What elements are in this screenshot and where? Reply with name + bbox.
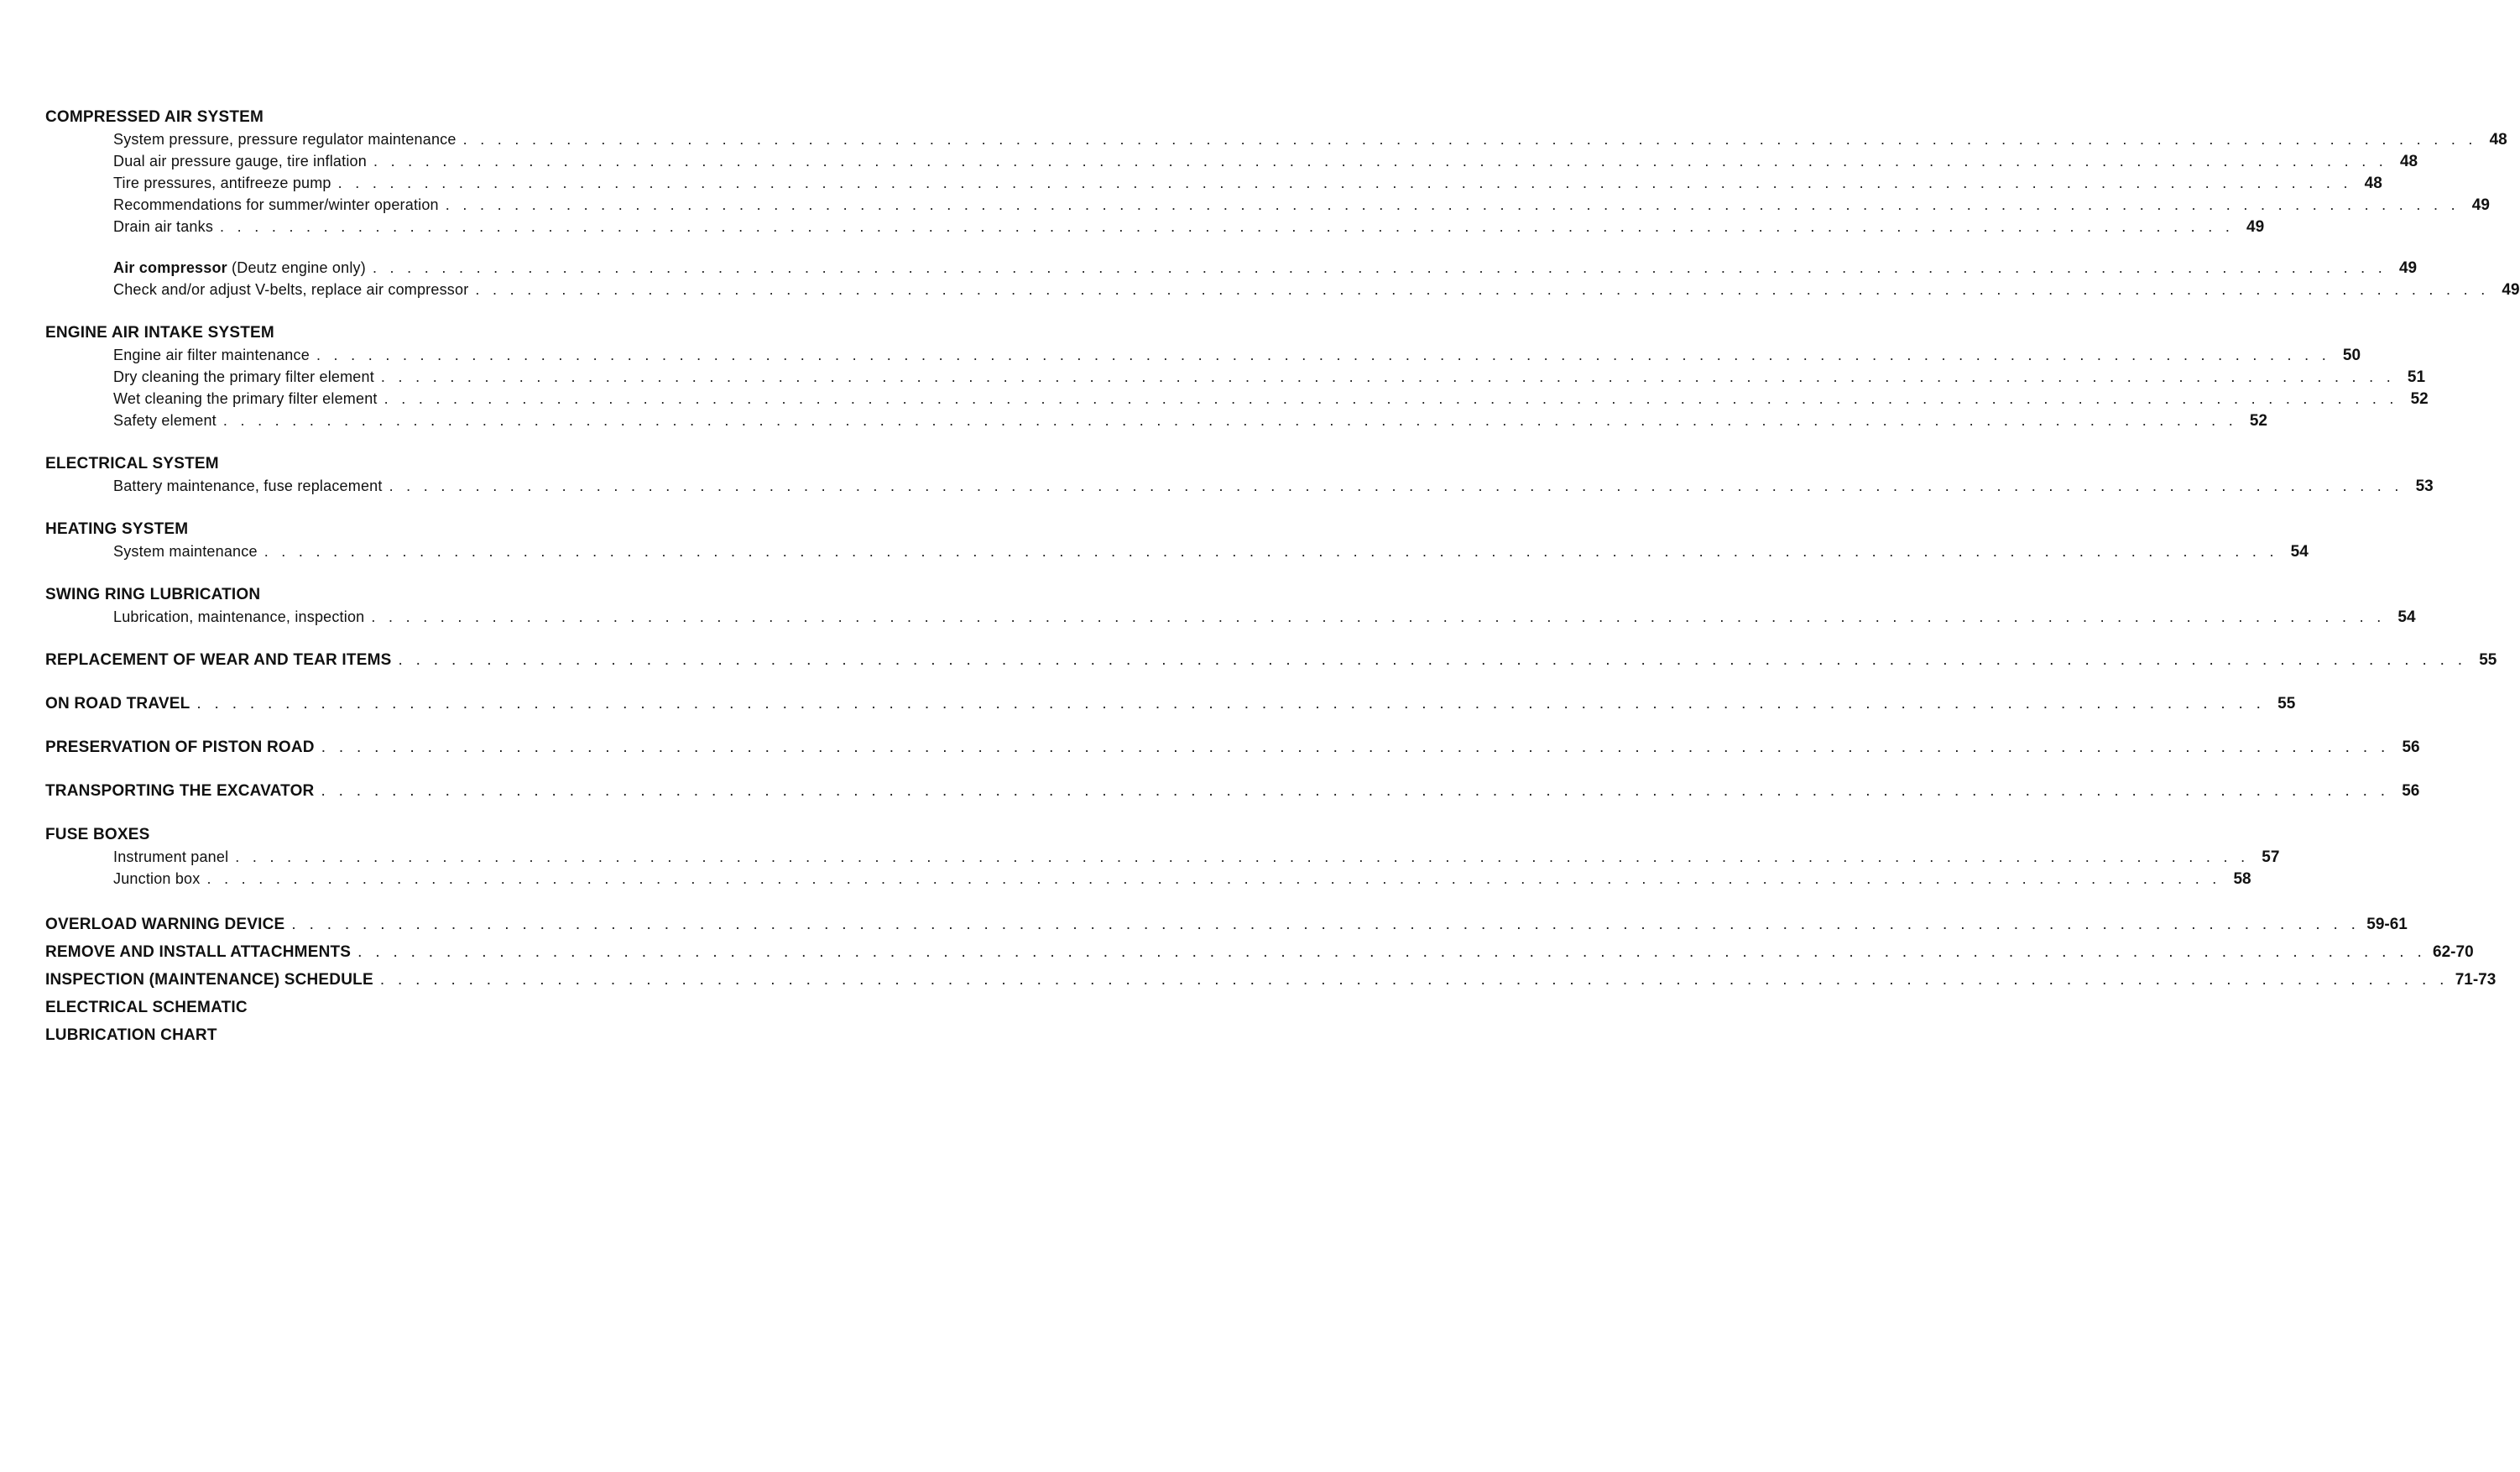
toc-entry [45, 868, 2251, 890]
entry-page-number: 52 [2410, 390, 2429, 408]
toc-entry [45, 366, 2426, 388]
toc-heading-inspection [45, 966, 2497, 994]
heading-title: TRANSPORTING THE EXCAVATOR [45, 782, 315, 800]
dot-leader: . . . . . . . . . . . . . . . . . . . . . . . . . . . . . . . . . . . . . . . . . . . . . . . . . . . . . . . . . . . . . . . . . . . . . . . . . . . . . . . . . . . . . . . . . . . . . . . . . . . . . . . . . . . . . . . . . . . . . [222, 412, 2237, 429]
entry-page-number: 49 [2471, 196, 2490, 214]
entry-label: Dry cleaning the primary filter element [113, 368, 374, 385]
toc-heading-replacement [45, 649, 2497, 671]
dot-leader: . . . . . . . . . . . . . . . . . . . . . . . . . . . . . . . . . . . . . . . . . . . . . . . . . . . . . . . . . . . . . . . . . . . . . . . . . . . . . . . . . . . . . . . . . . . . . . . . . . . . . . . . . . . . . . . . . . . . . [337, 175, 2352, 191]
toc-heading-attachments [45, 938, 2474, 966]
heading-title: REMOVE AND INSTALL ATTACHMENTS [45, 943, 352, 961]
toc-entry [45, 279, 2520, 300]
dot-leader: . . . . . . . . . . . . . . . . . . . . . . . . . . . . . . . . . . . . . . . . . . . . . . . . . . . . . . . . . . . . . . . . . . . . . . . . . . . . . . . . . . . . . . . . . . . . . . . . . . . . . . . . . . . . . . . . . . . . . [389, 478, 2403, 494]
toc-heading-lubrication-chart [45, 1021, 937, 1049]
entry-label: Lubrication, maintenance, inspection [113, 608, 365, 625]
entry-page-number: 50 [2342, 347, 2361, 364]
toc-heading-on-road-travel [45, 692, 2296, 715]
toc-heading-fuse-boxes [45, 823, 937, 846]
entry-label: Check and/or adjust V-belts, replace air compressor [113, 281, 469, 298]
heading-title: ELECTRICAL SYSTEM [45, 455, 219, 472]
entry-page-number: 48 [2399, 153, 2418, 170]
dot-leader: . . . . . . . . . . . . . . . . . . . . . . . . . . . . . . . . . . . . . . . . . . . . . . . . . . . . . . . . . . . . . . . . . . . . . . . . . . . . . . . . . . . . . . . . . . . . . . . . . . . . . . . . . . . . . . . . . . . . . [263, 543, 2278, 560]
entry-page-number: 52 [2249, 412, 2267, 430]
dot-leader: . . . . . . . . . . . . . . . . . . . . . . . . . . . . . . . . . . . . . . . . . . . . . . . . . . . . . . . . . . . . . . . . . . . . . . . . . . . . . . . . . . . . . . . . . . . . . . . . . . . . . . . . . . . . . . . . . . . . . [206, 870, 2221, 887]
dot-leader: . . . . . . . . . . . . . . . . . . . . . . . . . . . . . . . . . . . . . . . . . . . . . . . . . . . . . . . . . . . . . . . . . . . . . . . . . . . . . . . . . . . . . . . . . . . . . . . . . . . . . . . . . . . . . . . . . . . . . [196, 695, 2266, 713]
heading-title: ON ROAD TRAVEL [45, 695, 190, 713]
entry-label [113, 257, 366, 279]
heading-title: REPLACEMENT OF WEAR AND TEAR ITEMS [45, 651, 392, 669]
entry-page-number: 57 [2262, 848, 2280, 866]
entry-page-number: 56 [2402, 739, 2420, 756]
entry-page-number: 58 [2233, 870, 2251, 888]
toc-heading-swing-ring-lubrication [45, 583, 937, 606]
entry-page-number: 49 [2398, 259, 2418, 277]
dot-leader: . . . . . . . . . . . . . . . . . . . . . . . . . . . . . . . . . . . . . . . . . . . . . . . . . . . . . . . . . . . . . . . . . . . . . . . . . . . . . . . . . . . . . . . . . . . . . . . . . . . . . . . . . . . . . . . . . . . . . [316, 347, 2331, 363]
toc-heading-electrical-schematic [45, 994, 937, 1021]
toc-heading-overload [45, 911, 2408, 938]
entry-page-number: 56 [2402, 782, 2420, 800]
toc-entry [45, 410, 2267, 431]
heading-title: INSPECTION (MAINTENANCE) SCHEDULE [45, 971, 373, 989]
dot-leader: . . . . . . . . . . . . . . . . . . . . . . . . . . . . . . . . . . . . . . . . . . . . . . . . . . . . . . . . . . . . . . . . . . . . . . . . . . . . . . . . . . . . . . . . . . . . . . . . . . . . . . . . . . . . . . . . . . . . . [462, 131, 2477, 148]
dot-leader: . . . . . . . . . . . . . . . . . . . . . . . . . . . . . . . . . . . . . . . . . . . . . . . . . . . . . . . . . . . . . . . . . . . . . . . . . . . . . . . . . . . . . . . . . . . . . . . . . . . . . . . . . . . . . . . . . . . . . [371, 608, 2386, 625]
dot-leader: . . . . . . . . . . . . . . . . . . . . . . . . . . . . . . . . . . . . . . . . . . . . . . . . . . . . . . . . . . . . . . . . . . . . . . . . . . . . . . . . . . . . . . . . . . . . . . . . . . . . . . . . . . . . . . . . . . . . . [372, 259, 2387, 276]
dot-leader: . . . . . . . . . . . . . . . . . . . . . . . . . . . . . . . . . . . . . . . . . . . . . . . . . . . . . . . . . . . . . . . . . . . . . . . . . . . . . . . . . . . . . . . . . . . . . . . . . . . . . . . . . . . . . . . . . . . . . [235, 848, 2250, 865]
toc-entry [45, 194, 2490, 216]
dot-leader: . . . . . . . . . . . . . . . . . . . . . . . . . . . . . . . . . . . . . . . . . . . . . . . . . . . . . . . . . . . . . . . . . . . . . . . . . . . . . . . . . . . . . . . . . . . . . . . . . . . . . . . . . . . . . . . . . . . . . [398, 651, 2467, 669]
table-of-contents [45, 106, 2520, 1049]
entry-label: Drain air tanks [113, 218, 214, 235]
entry-label: Recommendations for summer/winter operation [113, 196, 439, 213]
entry-page-number: 55 [2277, 695, 2296, 713]
entry-label-bold: Air compressor [113, 259, 227, 276]
entry-page-number: 48 [2489, 131, 2507, 149]
dot-leader: . . . . . . . . . . . . . . . . . . . . . . . . . . . . . . . . . . . . . . . . . . . . . . . . . . . . . . . . . . . . . . . . . . . . . . . . . . . . . . . . . . . . . . . . . . . . . . . . . . . . . . . . . . . . . . . . . . . . . [373, 153, 2388, 170]
entry-page-number: 53 [2415, 478, 2434, 495]
entry-label-rest: (Deutz engine only) [227, 259, 366, 276]
dot-leader: . . . . . . . . . . . . . . . . . . . . . . . . . . . . . . . . . . . . . . . . . . . . . . . . . . . . . . . . . . . . . . . . . . . . . . . . . . . . . . . . . . . . . . . . . . . . . . . . . . . . . . . . . . . . . . . . . . . . . [321, 782, 2390, 800]
dot-leader: . . . . . . . . . . . . . . . . . . . . . . . . . . . . . . . . . . . . . . . . . . . . . . . . . . . . . . . . . . . . . . . . . . . . . . . . . . . . . . . . . . . . . . . . . . . . . . . . . . . . . . . . . . . . . . . . . . . . . [380, 368, 2396, 385]
entry-page-number: 48 [2364, 175, 2382, 192]
toc-heading-transporting [45, 780, 2420, 802]
entry-page-number: 59-61 [2366, 916, 2408, 933]
toc-heading-electrical-system [45, 452, 937, 475]
dot-leader: . . . . . . . . . . . . . . . . . . . . . . . . . . . . . . . . . . . . . . . . . . . . . . . . . . . . . . . . . . . . . . . . . . . . . . . . . . . . . . . . . . . . . . . . . . . . . . . . . . . . . . . . . . . . . . . . . . . . . [291, 916, 2361, 933]
heading-title: ENGINE AIR INTAKE SYSTEM [45, 324, 274, 342]
toc-heading-preservation [45, 736, 2420, 759]
entry-label: Safety element [113, 412, 217, 429]
toc-entry [45, 388, 2429, 410]
dot-leader: . . . . . . . . . . . . . . . . . . . . . . . . . . . . . . . . . . . . . . . . . . . . . . . . . . . . . . . . . . . . . . . . . . . . . . . . . . . . . . . . . . . . . . . . . . . . . . . . . . . . . . . . . . . . . . . . . . . . . [379, 971, 2449, 989]
entry-label: System pressure, pressure regulator maintenance [113, 131, 457, 148]
toc-entry [45, 344, 2361, 366]
toc-entry-air-compressor [45, 257, 2418, 279]
toc-entry [45, 540, 2309, 562]
dot-leader: . . . . . . . . . . . . . . . . . . . . . . . . . . . . . . . . . . . . . . . . . . . . . . . . . . . . . . . . . . . . . . . . . . . . . . . . . . . . . . . . . . . . . . . . . . . . . . . . . . . . . . . . . . . . . . . . . . . . . [220, 218, 2235, 235]
toc-entry [45, 150, 2418, 172]
entry-label: Dual air pressure gauge, tire inflation [113, 153, 367, 170]
toc-entry [45, 128, 2507, 150]
heading-title: SWING RING LUBRICATION [45, 586, 261, 603]
entry-page-number: 54 [2397, 608, 2416, 626]
entry-page-number: 62-70 [2433, 943, 2474, 961]
entry-page-number: 49 [2246, 218, 2265, 236]
dot-leader: . . . . . . . . . . . . . . . . . . . . . . . . . . . . . . . . . . . . . . . . . . . . . . . . . . . . . . . . . . . . . . . . . . . . . . . . . . . . . . . . . . . . . . . . . . . . . . . . . . . . . . . . . . . . . . . . . . . . . [357, 943, 2427, 961]
entry-page-number: 49 [2502, 281, 2520, 299]
heading-title: HEATING SYSTEM [45, 520, 189, 538]
entry-page-number: 54 [2290, 543, 2309, 561]
entry-page-number: 71-73 [2455, 971, 2497, 989]
toc-heading-engine-air-intake-system [45, 321, 937, 344]
entry-page-number: 55 [2479, 651, 2497, 669]
toc-entry [45, 475, 2434, 497]
entry-label: Engine air filter maintenance [113, 347, 310, 363]
dot-leader: . . . . . . . . . . . . . . . . . . . . . . . . . . . . . . . . . . . . . . . . . . . . . . . . . . . . . . . . . . . . . . . . . . . . . . . . . . . . . . . . . . . . . . . . . . . . . . . . . . . . . . . . . . . . . . . . . . . . . [475, 281, 2490, 298]
toc-entry [45, 846, 2280, 868]
entry-label: Tire pressures, antifreeze pump [113, 175, 331, 191]
entry-label: Wet cleaning the primary filter element [113, 390, 378, 407]
dot-leader: . . . . . . . . . . . . . . . . . . . . . . . . . . . . . . . . . . . . . . . . . . . . . . . . . . . . . . . . . . . . . . . . . . . . . . . . . . . . . . . . . . . . . . . . . . . . . . . . . . . . . . . . . . . . . . . . . . . . . [445, 196, 2460, 213]
heading-title: COMPRESSED AIR SYSTEM [45, 108, 264, 126]
dot-leader: . . . . . . . . . . . . . . . . . . . . . . . . . . . . . . . . . . . . . . . . . . . . . . . . . . . . . . . . . . . . . . . . . . . . . . . . . . . . . . . . . . . . . . . . . . . . . . . . . . . . . . . . . . . . . . . . . . . . . [383, 390, 2398, 407]
heading-title: ELECTRICAL SCHEMATIC [45, 999, 248, 1016]
dot-leader: . . . . . . . . . . . . . . . . . . . . . . . . . . . . . . . . . . . . . . . . . . . . . . . . . . . . . . . . . . . . . . . . . . . . . . . . . . . . . . . . . . . . . . . . . . . . . . . . . . . . . . . . . . . . . . . . . . . . . [321, 739, 2390, 756]
toc-heading-compressed-air-system [45, 106, 937, 128]
toc-heading-heating-system [45, 518, 937, 540]
entry-label: Battery maintenance, fuse replacement [113, 478, 383, 494]
toc-entry [45, 172, 2382, 194]
entry-label: Instrument panel [113, 848, 229, 865]
toc-entry [45, 606, 2416, 628]
toc-entry [45, 216, 2265, 238]
entry-page-number: 51 [2407, 368, 2426, 386]
heading-title: PRESERVATION OF PISTON ROAD [45, 739, 315, 756]
heading-title: FUSE BOXES [45, 826, 150, 843]
entry-label: Junction box [113, 870, 201, 887]
heading-title: LUBRICATION CHART [45, 1026, 217, 1044]
heading-title: OVERLOAD WARNING DEVICE [45, 916, 285, 933]
entry-label: System maintenance [113, 543, 258, 560]
